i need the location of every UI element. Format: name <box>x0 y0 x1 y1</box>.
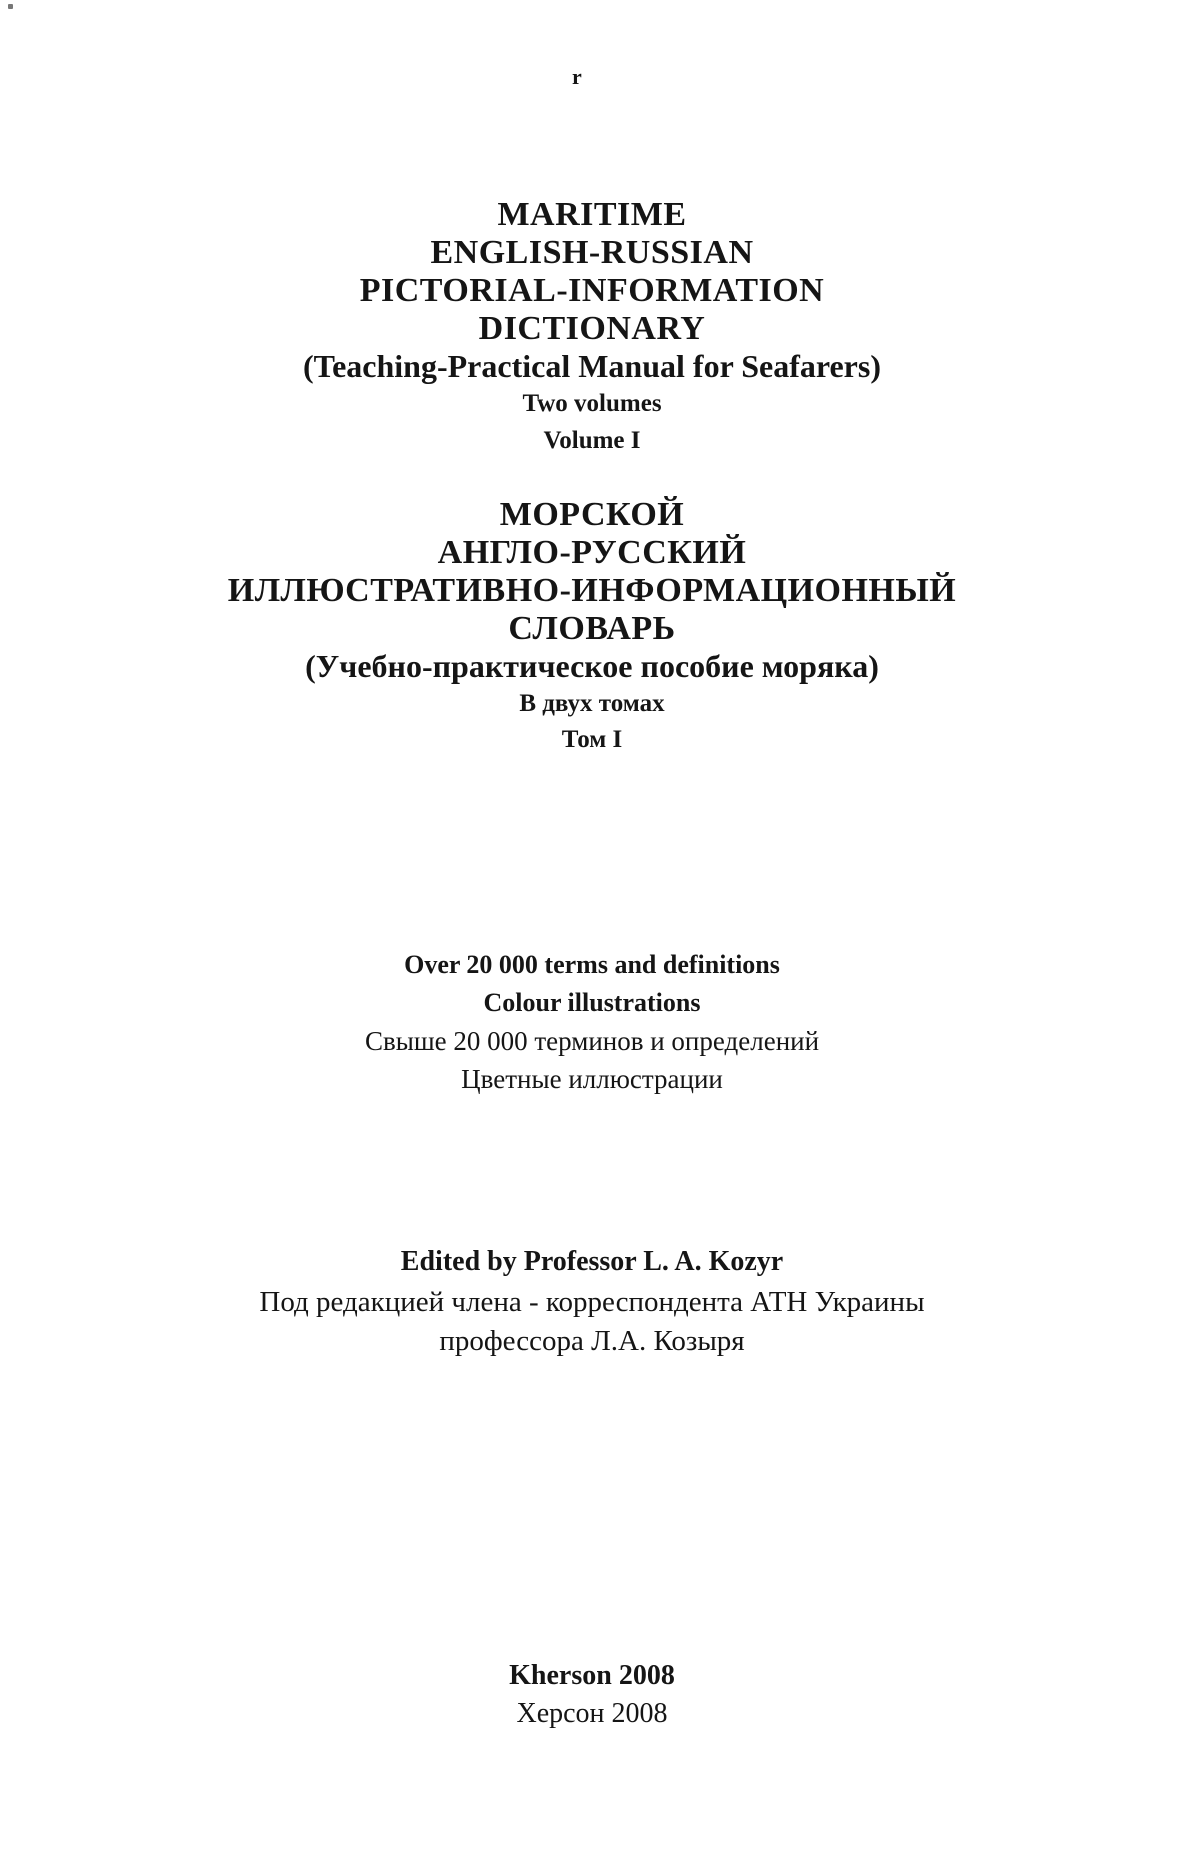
editor-ru-line-2: профессора Л.А. Козыря <box>439 1325 745 1357</box>
features-ru-illustrations: Цветные иллюстрации <box>461 1064 723 1094</box>
title-en-line-3: PICTORIAL-INFORMATION <box>359 272 825 309</box>
editor-en: Edited by Professor L. A. Kozyr <box>400 1246 784 1277</box>
title-en-line-1: MARITIME <box>497 196 687 233</box>
title-ru-line-4: СЛОВАРЬ <box>508 610 676 647</box>
subtitle-en: (Teaching-Practical Manual for Seafarers) <box>303 348 881 384</box>
imprint-en: Kherson 2008 <box>509 1660 675 1691</box>
title-ru-line-3: ИЛЛЮСТРАТИВНО-ИНФОРМАЦИОННЫЙ <box>227 572 957 609</box>
title-en-line-2: ENGLISH-RUSSIAN <box>430 234 754 271</box>
features-en-illustrations: Colour illustrations <box>483 988 701 1017</box>
scan-speck <box>8 4 13 9</box>
volumes-ru: В двух томах <box>519 690 665 717</box>
volume-en: Volume I <box>543 427 641 454</box>
title-ru-line-1: МОРСКОЙ <box>499 496 685 533</box>
subtitle-ru: (Учебно-практическое пособие моряка) <box>305 648 879 684</box>
volumes-en: Two volumes <box>522 390 662 417</box>
features-en-terms: Over 20 000 terms and definitions <box>404 950 780 979</box>
title-en-line-4: DICTIONARY <box>478 310 706 347</box>
features-ru-terms: Свыше 20 000 терминов и определений <box>364 1026 820 1056</box>
corner-mark: r <box>572 64 582 89</box>
imprint-ru: Херсон 2008 <box>516 1698 668 1729</box>
title-ru-line-2: АНГЛО-РУССКИЙ <box>437 534 747 571</box>
volume-ru: Том I <box>561 726 623 753</box>
editor-ru-line-1: Под редакцией члена - корреспондента АТН Украины <box>259 1286 925 1318</box>
